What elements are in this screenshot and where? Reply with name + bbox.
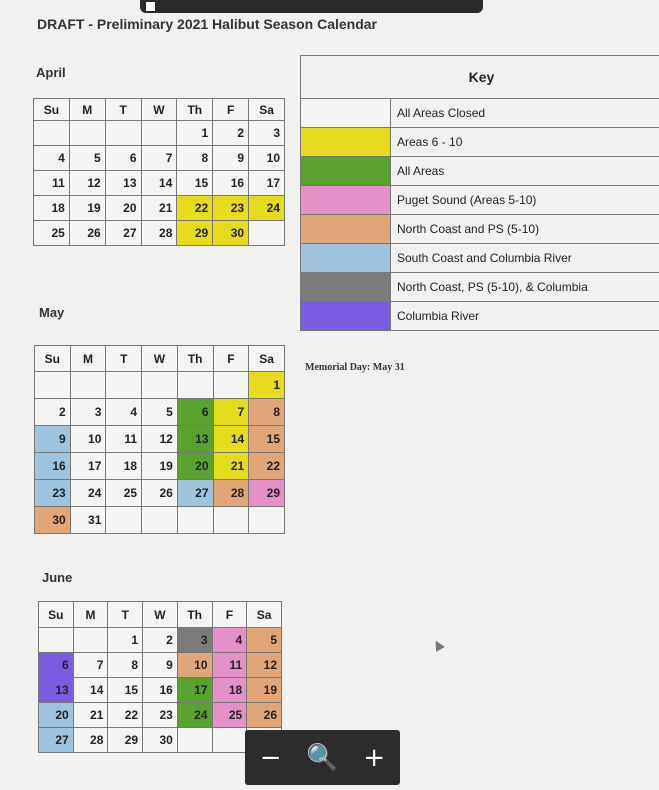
empty-cell (39, 628, 74, 653)
day-cell: 28 (141, 221, 177, 246)
weekday-header: T (105, 99, 141, 121)
week-row (35, 372, 285, 399)
week-row (35, 507, 285, 534)
weekday-header: T (106, 346, 142, 372)
day-cell: 5 (247, 628, 282, 653)
day-cell: 6 (105, 146, 141, 171)
day-cell: 10 (177, 653, 212, 678)
key-row (301, 157, 659, 186)
key-label: All Areas Closed (391, 99, 659, 128)
key-row (301, 244, 659, 273)
week-row (35, 399, 285, 426)
day-cell: 13 (105, 171, 141, 196)
day-cell: 25 (34, 221, 70, 246)
week-row (34, 221, 285, 246)
day-cell: 29 (108, 728, 143, 753)
day-cell: 2 (143, 628, 178, 653)
page-title: DRAFT - Preliminary 2021 Halibut Season Calendar (37, 16, 377, 32)
day-cell: 15 (249, 426, 285, 453)
empty-cell (106, 372, 142, 399)
empty-cell (249, 221, 285, 246)
empty-cell (105, 121, 141, 146)
empty-cell (212, 728, 247, 753)
key-color-swatch (301, 244, 391, 273)
day-cell: 24 (249, 196, 285, 221)
key-color-swatch (301, 302, 391, 331)
day-cell: 27 (39, 728, 74, 753)
day-cell: 21 (213, 453, 249, 480)
day-cell: 9 (35, 426, 71, 453)
weekday-header: Th (177, 346, 213, 372)
day-cell: 18 (34, 196, 70, 221)
day-cell: 12 (142, 426, 178, 453)
weekday-header: Su (39, 602, 74, 628)
weekday-header: F (212, 602, 247, 628)
day-cell: 16 (213, 171, 249, 196)
empty-cell (35, 372, 71, 399)
weekday-header: M (69, 99, 105, 121)
day-cell: 8 (177, 146, 213, 171)
weekday-header: Sa (249, 99, 285, 121)
day-cell: 28 (73, 728, 108, 753)
day-cell: 17 (177, 678, 212, 703)
key-row (301, 215, 659, 244)
empty-cell (70, 372, 106, 399)
key-label: Columbia River (391, 302, 659, 331)
weekday-header: Sa (249, 346, 285, 372)
day-cell: 17 (70, 453, 106, 480)
key-label: Puget Sound (Areas 5-10) (391, 186, 659, 215)
key-color-swatch (301, 157, 391, 186)
week-row (34, 146, 285, 171)
zoom-search-icon[interactable]: 🔍 (302, 738, 342, 778)
day-cell: 5 (69, 146, 105, 171)
memorial-day-note: Memorial Day: May 31 (305, 362, 405, 373)
week-row (35, 426, 285, 453)
day-cell: 3 (249, 121, 285, 146)
day-cell: 26 (69, 221, 105, 246)
weekday-header: T (108, 602, 143, 628)
empty-cell (141, 121, 177, 146)
weekday-header: W (142, 346, 178, 372)
empty-cell (106, 507, 142, 534)
day-cell: 30 (35, 507, 71, 534)
empty-cell (213, 372, 249, 399)
empty-cell (73, 628, 108, 653)
empty-cell (34, 121, 70, 146)
day-cell: 20 (177, 453, 213, 480)
day-cell: 14 (141, 171, 177, 196)
weekday-header: Su (35, 346, 71, 372)
day-cell: 5 (142, 399, 178, 426)
day-cell: 9 (213, 146, 249, 171)
day-cell: 26 (142, 480, 178, 507)
month-label-may: May (39, 305, 65, 320)
day-cell: 1 (177, 121, 213, 146)
day-cell: 29 (177, 221, 213, 246)
day-cell: 24 (177, 703, 212, 728)
day-cell: 26 (247, 703, 282, 728)
zoom-out-button[interactable]: − (251, 738, 291, 778)
weekday-header: F (213, 99, 249, 121)
day-cell: 7 (141, 146, 177, 171)
day-cell: 22 (108, 703, 143, 728)
day-cell: 13 (39, 678, 74, 703)
day-cell: 23 (213, 196, 249, 221)
empty-cell (142, 372, 178, 399)
week-row (39, 703, 282, 728)
week-row (34, 196, 285, 221)
day-cell: 24 (70, 480, 106, 507)
top-bar (140, 0, 483, 13)
day-cell: 3 (70, 399, 106, 426)
day-cell: 19 (142, 453, 178, 480)
weekday-header: F (213, 346, 249, 372)
weekday-header: Su (34, 99, 70, 121)
day-cell: 23 (35, 480, 71, 507)
day-cell: 15 (108, 678, 143, 703)
zoom-in-button[interactable]: + (354, 738, 394, 778)
day-cell: 8 (249, 399, 285, 426)
day-cell: 22 (177, 196, 213, 221)
day-cell: 19 (69, 196, 105, 221)
day-cell: 11 (212, 653, 247, 678)
day-cell: 18 (106, 453, 142, 480)
day-cell: 21 (141, 196, 177, 221)
month-label-june: June (42, 570, 73, 585)
day-cell: 10 (70, 426, 106, 453)
day-cell: 2 (213, 121, 249, 146)
weekday-header: Th (177, 99, 213, 121)
key-label: Areas 6 - 10 (391, 128, 659, 157)
day-cell: 18 (212, 678, 247, 703)
day-cell: 11 (106, 426, 142, 453)
day-cell: 20 (105, 196, 141, 221)
key-title: Key (301, 56, 659, 99)
empty-cell (69, 121, 105, 146)
key-color-swatch (301, 128, 391, 157)
day-cell: 16 (35, 453, 71, 480)
day-cell: 2 (35, 399, 71, 426)
key-color-swatch (301, 273, 391, 302)
day-cell: 9 (143, 653, 178, 678)
empty-cell (177, 728, 212, 753)
day-cell: 6 (177, 399, 213, 426)
week-row (39, 628, 282, 653)
weekday-header: Sa (247, 602, 282, 628)
key-row (301, 186, 659, 215)
day-cell: 17 (249, 171, 285, 196)
month-label-april: April (36, 65, 66, 80)
day-cell: 7 (213, 399, 249, 426)
weekday-header: Th (177, 602, 212, 628)
weekday-header: M (70, 346, 106, 372)
day-cell: 4 (34, 146, 70, 171)
day-cell: 27 (177, 480, 213, 507)
week-row (39, 653, 282, 678)
calendar-april (33, 98, 285, 246)
key-row (301, 99, 659, 128)
weekday-header: W (141, 99, 177, 121)
week-row (35, 480, 285, 507)
mouse-cursor-icon (431, 638, 445, 652)
day-cell: 7 (73, 653, 108, 678)
day-cell: 1 (249, 372, 285, 399)
day-cell: 13 (177, 426, 213, 453)
empty-cell (249, 507, 285, 534)
day-cell: 3 (177, 628, 212, 653)
key-color-swatch (301, 186, 391, 215)
key-color-swatch (301, 99, 391, 128)
day-cell: 29 (249, 480, 285, 507)
day-cell: 15 (177, 171, 213, 196)
day-cell: 16 (143, 678, 178, 703)
weekday-header: W (143, 602, 178, 628)
day-cell: 6 (39, 653, 74, 678)
weekday-header: M (73, 602, 108, 628)
day-cell: 20 (39, 703, 74, 728)
day-cell: 4 (106, 399, 142, 426)
day-cell: 14 (73, 678, 108, 703)
day-cell: 23 (143, 703, 178, 728)
day-cell: 4 (212, 628, 247, 653)
key-row (301, 128, 659, 157)
day-cell: 22 (249, 453, 285, 480)
key-label: North Coast, PS (5-10), & Columbia (391, 273, 659, 302)
day-cell: 19 (247, 678, 282, 703)
key-color-swatch (301, 215, 391, 244)
day-cell: 12 (247, 653, 282, 678)
calendar-may (34, 345, 285, 534)
day-cell: 30 (213, 221, 249, 246)
day-cell: 8 (108, 653, 143, 678)
key-label: North Coast and PS (5-10) (391, 215, 659, 244)
day-cell: 10 (249, 146, 285, 171)
empty-cell (177, 507, 213, 534)
key-row (301, 273, 659, 302)
day-cell: 21 (73, 703, 108, 728)
empty-cell (213, 507, 249, 534)
week-row (34, 171, 285, 196)
day-cell: 1 (108, 628, 143, 653)
day-cell: 14 (213, 426, 249, 453)
key-label: All Areas (391, 157, 659, 186)
legend-key (300, 55, 659, 331)
day-cell: 28 (213, 480, 249, 507)
week-row (39, 678, 282, 703)
day-cell: 30 (143, 728, 178, 753)
week-row (35, 453, 285, 480)
day-cell: 11 (34, 171, 70, 196)
day-cell: 25 (106, 480, 142, 507)
day-cell: 12 (69, 171, 105, 196)
day-cell: 31 (70, 507, 106, 534)
key-label: South Coast and Columbia River (391, 244, 659, 273)
day-cell: 25 (212, 703, 247, 728)
window-icon (146, 2, 155, 11)
day-cell: 27 (105, 221, 141, 246)
zoom-toolbar (245, 730, 400, 785)
empty-cell (177, 372, 213, 399)
week-row (34, 121, 285, 146)
empty-cell (142, 507, 178, 534)
key-row (301, 302, 659, 331)
